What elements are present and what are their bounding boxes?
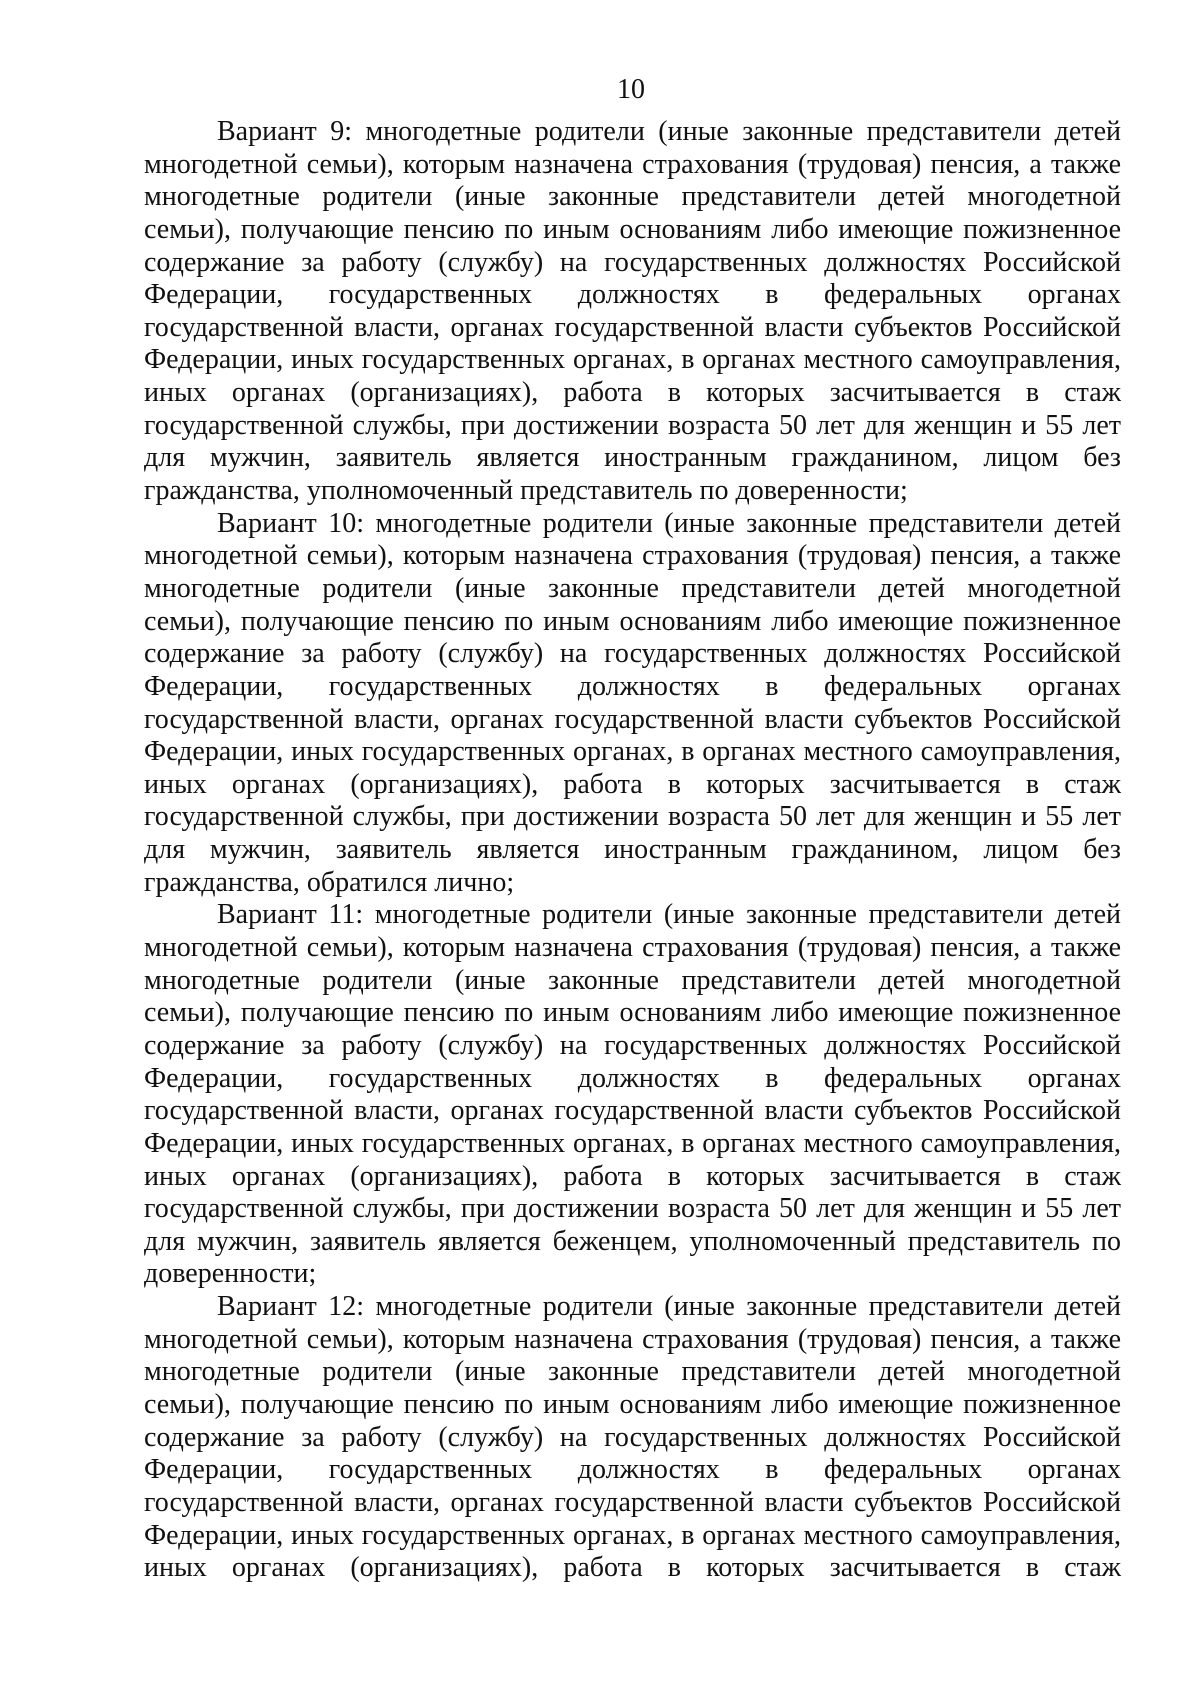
text-line: государственной службы, при достижении возраста 50 лет для женщин и 55 лет <box>144 1193 1121 1225</box>
text-line: многодетной семьи), которым назначена страхования (трудовая) пенсия, а также <box>144 148 1121 180</box>
text-line: государственной власти, органах государственной власти субъектов Российской <box>144 1486 1121 1518</box>
document-body <box>144 116 1121 1585</box>
text-line: семьи), получающие пенсию по иным основаниям либо имеющие пожизненное <box>144 605 1121 637</box>
text-line: для мужчин, заявитель является беженцем, уполномоченный представитель по <box>144 1225 1121 1257</box>
text-line: Федерации, иных государственных органах, в органах местного самоуправления, <box>144 1127 1121 1159</box>
text-line: государственной власти, органах государственной власти субъектов Российской <box>144 703 1121 735</box>
text-line: иных органах (организациях), работа в которых засчитывается в стаж <box>144 377 1121 409</box>
text-line: Федерации, государственных должностях в федеральных органах <box>144 1062 1121 1094</box>
text-line: иных органах (организациях), работа в которых засчитывается в стаж <box>144 1552 1121 1584</box>
page-number: 10 <box>617 74 645 105</box>
text-line: Вариант 9: многодетные родители (иные законные представители детей <box>217 116 1121 147</box>
text-line: Вариант 12: многодетные родители (иные законные представители детей <box>217 1291 1121 1323</box>
text-line: содержание за работу (службу) на государственных должностях Российской <box>144 246 1121 278</box>
text-line: для мужчин, заявитель является иностранным гражданином, лицом без <box>144 834 1121 866</box>
text-line: Федерации, государственных должностях в федеральных органах <box>144 670 1121 702</box>
text-line: многодетные родители (иные законные представители детей многодетной <box>144 1356 1121 1388</box>
text-line: Федерации, государственных должностях в федеральных органах <box>144 279 1121 311</box>
paragraph-9 <box>144 116 1121 508</box>
paragraph-12 <box>144 1291 1121 1585</box>
text-line: для мужчин, заявитель является иностранным гражданином, лицом без <box>144 442 1121 474</box>
text-line: многодетные родители (иные законные представители детей многодетной <box>144 572 1121 604</box>
text-line: Федерации, иных государственных органах, в органах местного самоуправления, <box>144 344 1121 376</box>
text-line: Федерации, государственных должностях в федеральных органах <box>144 1454 1121 1486</box>
text-line: Вариант 10: многодетные родители (иные законные представители детей <box>217 507 1121 539</box>
text-line: семьи), получающие пенсию по иным основаниям либо имеющие пожизненное <box>144 997 1121 1029</box>
text-line: многодетной семьи), которым назначена страхования (трудовая) пенсия, а также <box>144 932 1121 964</box>
text-line: Вариант 11: многодетные родители (иные законные представители детей <box>217 899 1121 931</box>
text-line: содержание за работу (службу) на государственных должностях Российской <box>144 1421 1121 1453</box>
text-line: многодетные родители (иные законные представители детей многодетной <box>144 181 1121 213</box>
text-line: многодетной семьи), которым назначена страхования (трудовая) пенсия, а также <box>144 540 1121 572</box>
text-line: многодетной семьи), которым назначена страхования (трудовая) пенсия, а также <box>144 1323 1121 1355</box>
text-line: семьи), получающие пенсию по иным основаниям либо имеющие пожизненное <box>144 1388 1121 1420</box>
text-line: Федерации, иных государственных органах, в органах местного самоуправления, <box>144 736 1121 768</box>
text-line: государственной службы, при достижении возраста 50 лет для женщин и 55 лет <box>144 801 1121 833</box>
paragraph-11 <box>144 899 1121 1291</box>
paragraph-10 <box>144 508 1121 900</box>
text-line: иных органах (организациях), работа в которых засчитывается в стаж <box>144 768 1121 800</box>
text-line: гражданства, обратился лично; <box>144 866 515 898</box>
text-line: семьи), получающие пенсию по иным основаниям либо имеющие пожизненное <box>144 213 1121 245</box>
text-line: Федерации, иных государственных органах, в органах местного самоуправления, <box>144 1519 1121 1551</box>
text-line: иных органах (организациях), работа в которых засчитывается в стаж <box>144 1160 1121 1192</box>
text-line: государственной власти, органах государственной власти субъектов Российской <box>144 311 1121 343</box>
text-line: многодетные родители (иные законные представители детей многодетной <box>144 964 1121 996</box>
text-line: государственной службы, при достижении возраста 50 лет для женщин и 55 лет <box>144 409 1121 441</box>
text-line: доверенности; <box>144 1258 317 1290</box>
text-line: государственной власти, органах государственной власти субъектов Российской <box>144 1095 1121 1127</box>
text-line: содержание за работу (службу) на государственных должностях Российской <box>144 1029 1121 1061</box>
text-line: содержание за работу (службу) на государственных должностях Российской <box>144 638 1121 670</box>
text-line: гражданства, уполномоченный представитель по доверенности; <box>144 475 908 507</box>
